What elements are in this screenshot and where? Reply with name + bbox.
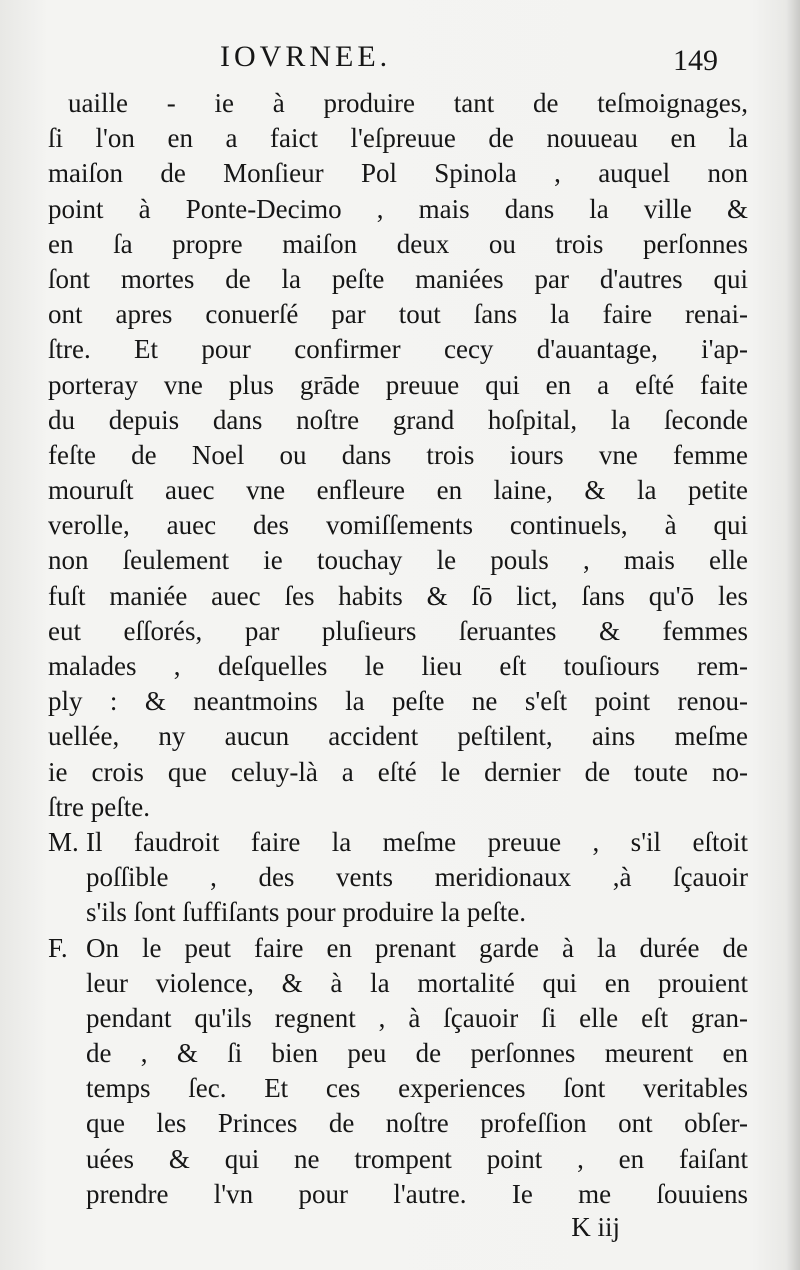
text-line: que les Princes de noſtre profeſſion ont obſer-: [86, 1108, 748, 1139]
paragraph-row: [48, 1036, 748, 1071]
paragraph-row: [48, 1071, 748, 1106]
text-line: fuſt maniée auec ſes habits & ſō lict, ſans qu'ō les: [48, 580, 748, 611]
text-line: eut eſſorés, par pluſieurs ſeruantes & femmes: [48, 615, 748, 646]
paragraph-row: [48, 1106, 748, 1141]
text-line: leur violence, & à la mortalité qui en prouient: [86, 967, 748, 998]
paragraph-row: [48, 825, 748, 860]
text-line: ont apres conuerſé par tout ſans la faire renai-: [48, 299, 748, 330]
text-line: uées & qui ne trompent point , en faiſant: [86, 1143, 748, 1174]
text-line: point à Ponte-Decimo , mais dans la ville &: [48, 193, 748, 224]
text-line: prendre l'vn pour l'autre. Ie me ſouuiens: [86, 1178, 748, 1209]
text-line: ſont mortes de la peſte maniées par d'autres qui: [48, 263, 748, 294]
paragraph-f: [48, 931, 748, 1213]
text-line: Il faudroit faire la meſme preuue , s'il eſtoit: [86, 826, 748, 857]
text-line: temps ſec. Et ces experiences ſont veritables: [86, 1073, 748, 1104]
paragraph-row: [48, 1142, 748, 1177]
speaker-label: M.: [48, 826, 79, 857]
text-line: uellée, ny aucun accident peſtilent, ains meſme: [48, 721, 748, 752]
text-line: uaille - ie à produire tant de teſmoignages,: [68, 88, 748, 118]
continued-paragraph: [48, 86, 748, 825]
page-number: 149: [673, 44, 718, 77]
text-line: ſtre. Et pour confirmer cecy d'auantage, i'ap-: [48, 334, 748, 365]
page-body: [48, 86, 748, 1212]
paragraph-row: [48, 895, 748, 930]
speaker-label: F.: [48, 932, 68, 963]
text-line: poſſible , des vents meridionaux ,à ſçauoir: [86, 862, 748, 893]
text-line: du depuis dans noſtre grand hoſpital, la ſeconde: [48, 404, 748, 435]
text-line: On le peut faire en prenant garde à la durée de: [86, 932, 748, 963]
text-line: feſte de Noel ou dans trois iours vne femme: [48, 439, 748, 470]
text-line: de , & ſi bien peu de perſonnes meurent en: [86, 1038, 748, 1069]
paragraph-m: [48, 825, 748, 931]
paragraph-row: [48, 931, 748, 966]
page-edge-shadow: [786, 0, 800, 1270]
text-line: malades , deſquelles le lieu eſt touſiours rem-: [48, 651, 748, 681]
text-line: non ſeulement ie touchay le pouls , mais elle: [48, 545, 748, 576]
signature-mark: K iij: [571, 1212, 620, 1242]
text-line: ie crois que celuy-là a eſté le dernier de toute no-: [48, 756, 748, 787]
text-line: maiſon de Monſieur Pol Spinola , auquel non: [48, 158, 748, 189]
paragraph-row: [48, 966, 748, 1001]
text-line: porteray vne plus grāde preuue qui en a eſté faite: [48, 369, 748, 400]
text-line: ſi l'on en a faict l'eſpreuue de nouueau en la: [48, 123, 748, 154]
text-line: verolle, auec des vomiſſements continuels, à qui: [48, 510, 748, 541]
text-line: s'ils ſont ſuffiſants pour produire la peſte.: [86, 897, 527, 928]
text-line: pendant qu'ils regnent , à ſçauoir ſi elle eſt gran-: [86, 1002, 748, 1033]
paragraph-row: [48, 1001, 748, 1036]
text-line: en ſa propre maiſon deux ou trois perſonnes: [48, 228, 748, 259]
running-head: IOVRNEE.: [220, 40, 392, 73]
text-line: ſtre peſte.: [48, 791, 150, 822]
paragraph-row: [48, 1177, 748, 1212]
text-line: ply : & neantmoins la peſte ne s'eſt point renou-: [48, 686, 748, 717]
paragraph-row: [48, 860, 748, 895]
text-line: mouruſt auec vne enfleure en laine, & la petite: [48, 475, 748, 506]
